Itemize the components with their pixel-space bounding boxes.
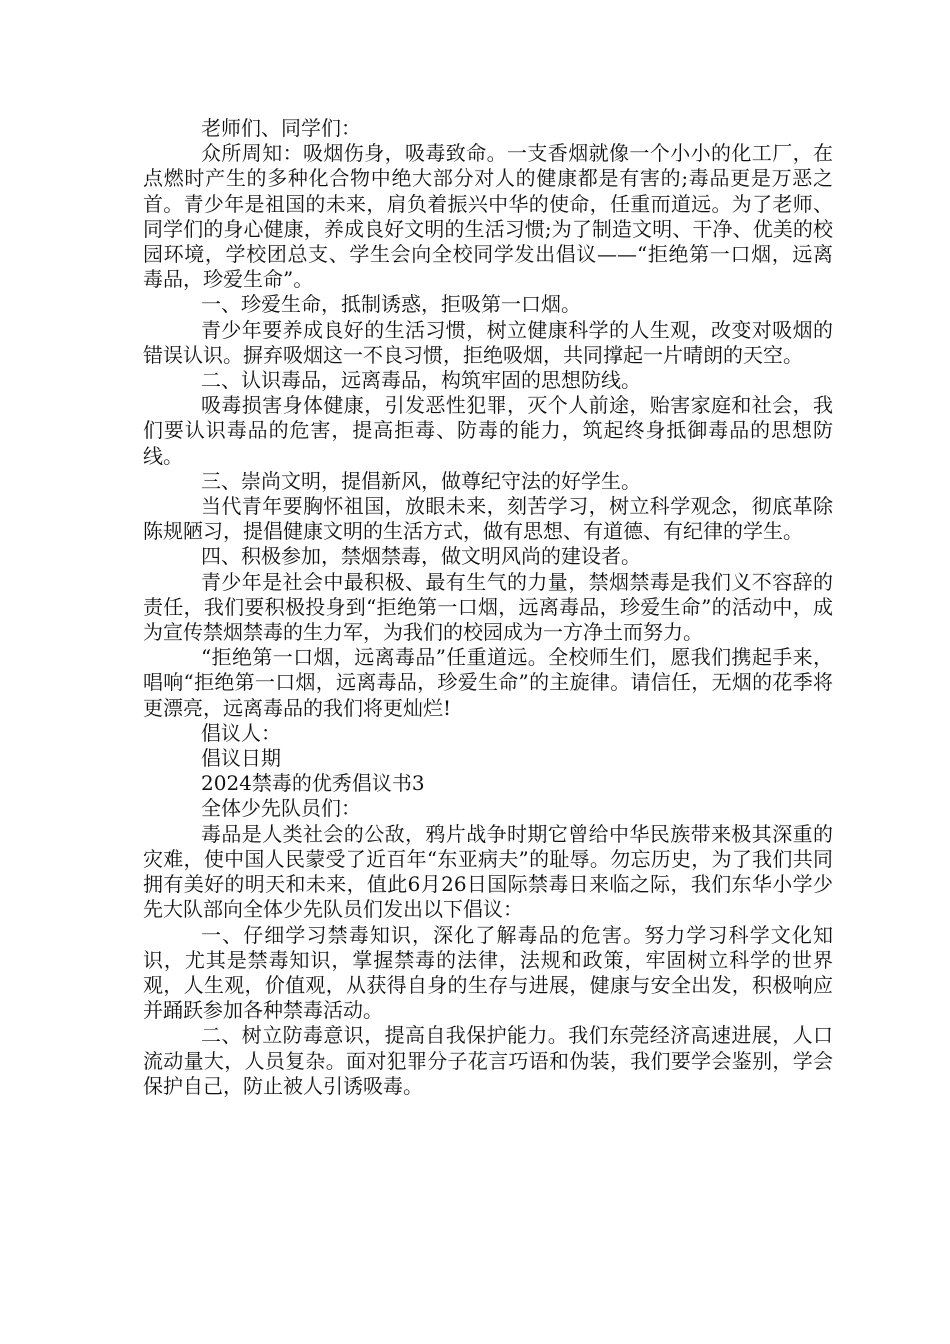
body-paragraph: 青少年是社会中最积极、最有生气的力量，禁烟禁毒是我们义不容辞的责任，我们要积极投身到“拒绝第一口烟，远离毒品，珍爱生命”的活动中，成为宣传禁烟禁毒的生力军，为我们的校园成为一方净土而努力。 [143,569,833,645]
body-paragraph: 青少年要养成良好的生活习惯，树立健康科学的人生观，改变对吸烟的错误认识。摒弃吸烟这一不良习惯，拒绝吸烟，共同撑起一片晴朗的天空。 [143,317,833,367]
document-title: 2024禁毒的优秀倡议书3 [201,771,425,796]
closing-paragraph: “拒绝第一口烟，远离毒品”任重道远。全校师生们，愿我们携起手来，唱响“拒绝第一口烟，远离毒品，珍爱生命”的主旋律。请信任，无烟的花季将更漂亮，远离毒品的我们将更灿烂! [143,645,833,720]
signature-line: 倡议人： [201,720,281,745]
date-line: 倡议日期 [201,746,281,771]
body-paragraph: 二、树立防毒意识，提高自我保护能力。我们东莞经济高速进展，人口流动量大，人员复杂。面对犯罪分子花言巧语和伪装，我们要学会鉴别，学会保护自己，防止被人引诱吸毒。 [143,1023,833,1098]
salutation: 全体少先队员们： [201,796,361,821]
section-heading: 三、崇尚文明，提倡新风，做尊纪守法的好学生。 [201,468,641,493]
body-paragraph: 当代青年要胸怀祖国，放眼未来，刻苦学习，树立科学观念，彻底革除陈规陋习，提倡健康文明的生活方式，做有思想、有道德、有纪律的学生。 [143,494,833,544]
body-paragraph: 吸毒损害身体健康，引发恶性犯罪，灭个人前途，贻害家庭和社会，我们要认识毒品的危害，提高拒毒、防毒的能力，筑起终身抵御毒品的思想防线。 [143,393,833,468]
salutation: 老师们、同学们： [201,116,361,140]
intro-paragraph: 众所周知：吸烟伤身，吸毒致命。一支香烟就像一个小小的化工厂，在点燃时产生的多种化合物中绝大部分对人的健康都是有害的;毒品更是万恶之首。青少年是祖国的未来，肩负着振兴中华的使命，任重而道远。为了老师、同学们的身心健康，养成良好文明的生活习惯;为了制造文明、干净、优美的校园环境，学校团总支、学生会向全校同学发出倡议——“拒绝第一口烟，远离毒品，珍爱生命”。 [143,141,833,292]
section-heading: 四、积极参加，禁烟禁毒，做文明风尚的建设者。 [201,544,641,569]
section-heading: 一、珍爱生命，抵制诱惑，拒吸第一口烟。 [201,292,581,317]
document-body [143,116,833,1099]
section-heading: 二、认识毒品，远离毒品，构筑牢固的思想防线。 [201,368,641,393]
body-paragraph: 一、仔细学习禁毒知识，深化了解毒品的危害。努力学习科学文化知识，尤其是禁毒知识，掌握禁毒的法律，法规和政策，牢固树立科学的世界观，人生观，价值观，从获得自身的生存与进展，健康与安全出发，积极响应并踊跃参加各种禁毒活动。 [143,922,833,1023]
intro-paragraph: 毒品是人类社会的公敌，鸦片战争时期它曾给中华民族带来极其深重的灾难，使中国人民蒙受了近百年“东亚病夫”的耻辱。勿忘历史，为了我们共同拥有美好的明天和未来，值此6月26日国际禁毒日来临之际，我们东华小学少先大队部向全体少先队员们发出以下倡议： [143,821,833,922]
